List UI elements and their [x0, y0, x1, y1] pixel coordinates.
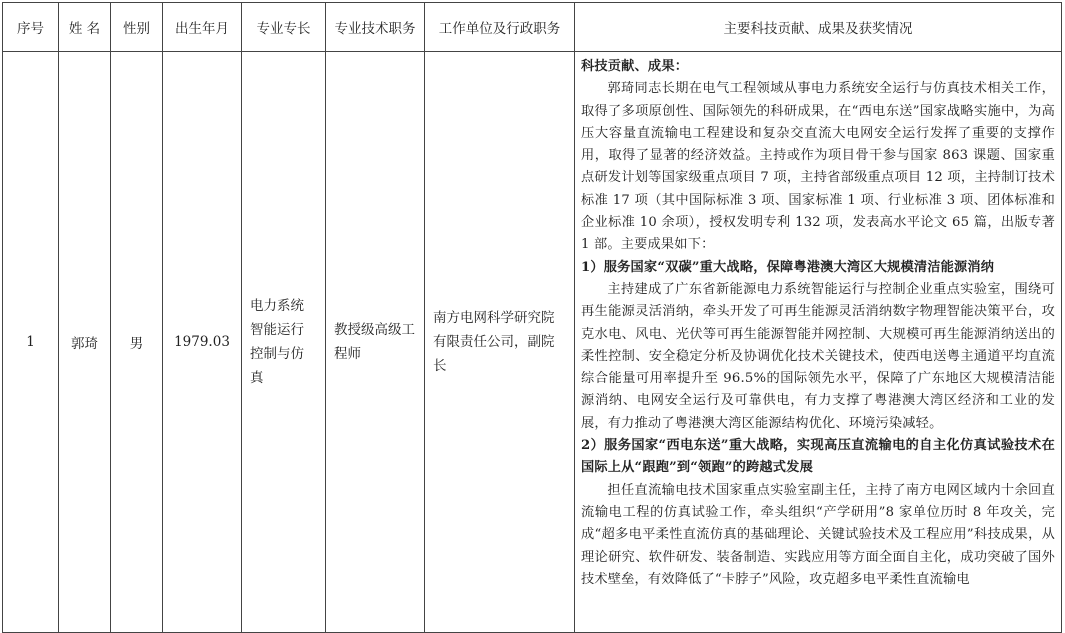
header-row [3, 3, 1062, 52]
cell-contribution [575, 52, 1062, 633]
cell-name: 郭琦 [59, 52, 111, 633]
achievement-2-text: 担任直流输电技术国家重点实验室副主任，主持了南方电网区域内十余回直流输电工程的仿真试验工作，牵头组织“产学研用”8 家单位历时 8 年攻关，完成“超多电平柔性直流仿真的基础理论、关键试验技术及工程应用”科技成果，从理论研究、软件研发、装备制造、实践应用等方面全面自主化，成功突破了国外技术壁垒，有效降低了“卡脖子”风险，攻克超多电平柔性直流输电 [581, 482, 1055, 587]
header-contribution: 主要科技贡献、成果及获奖情况 [575, 3, 1062, 52]
header-name: 姓 名 [59, 3, 111, 52]
achievement-2-title: 2）服务国家“西电东送”重大战略，实现高压直流输电的自主化仿真试验技术在国际上从“跟跑”到“领跑”的跨越式发展 [581, 438, 1055, 476]
cell-title: 教授级高级工程师 [326, 52, 425, 633]
contribution-heading: 科技贡献、成果： [581, 59, 689, 74]
header-unit: 工作单位及行政职务 [425, 3, 575, 52]
table-row [3, 52, 1062, 633]
header-seq: 序号 [3, 3, 59, 52]
header-title: 专业技术职务 [326, 3, 425, 52]
achievement-1-title: 1）服务国家“双碳”重大战略，保障粤港澳大湾区大规模清洁能源消纳 [581, 259, 995, 275]
cell-unit: 南方电网科学研究院有限责任公司，副院长 [425, 52, 575, 633]
contribution-intro: 郭琦同志长期在电气工程领域从事电力系统安全运行与仿真技术相关工作，取得了多项原创性、国际领先的科研成果，在“西电东送”国家战略实施中，为高压大容量直流输电工程建设和复杂交直流大电网安全运行发挥了重要的支撑作用，取得了显著的经济效益。主持或作为项目骨干参与国家 863 课题、国家重点研发计划等国家级重点项目 7 项，主持省部级重点项目 12 项，主持制订技术标准 17 项（其中国际标准 3 项、国家标准 1 项、行业标准 3 项、团体标准和企业标准 10 余项），授权发明专利 132 项，发表高水平论文 65 篇，出版专著 1 部。主要成果如下： [581, 81, 1055, 253]
achievement-1-text: 主持建成了广东省新能源电力系统智能运行与控制企业重点实验室，围绕可再生能源灵活消纳，牵头开发了可再生能源灵活消纳数字物理智能决策平台，攻克水电、风电、光伏等可再生能源智能并网控制、大规模可再生能源消纳送出的柔性控制、安全稳定分析及协调优化技术关键技术，使西电送粤主通道平均直流综合能量可用率提升至 96.5%的国际领先水平，保障了广东地区大规模清洁能源消纳、电网安全运行及可靠供电，有力支撑了粤港澳大湾区经济和工业的发展，有力推动了粤港澳大湾区能源结构优化、环境污染减轻。 [581, 281, 1055, 431]
cell-specialty: 电力系统智能运行控制与仿真 [242, 52, 326, 633]
header-specialty: 专业专长 [242, 3, 326, 52]
contribution-text [581, 56, 1055, 632]
cell-gender: 男 [111, 52, 163, 633]
header-gender: 性别 [111, 3, 163, 52]
award-candidate-table [2, 2, 1062, 633]
header-birth: 出生年月 [163, 3, 242, 52]
cell-birth: 1979.03 [163, 52, 242, 633]
cell-seq: 1 [3, 52, 59, 633]
